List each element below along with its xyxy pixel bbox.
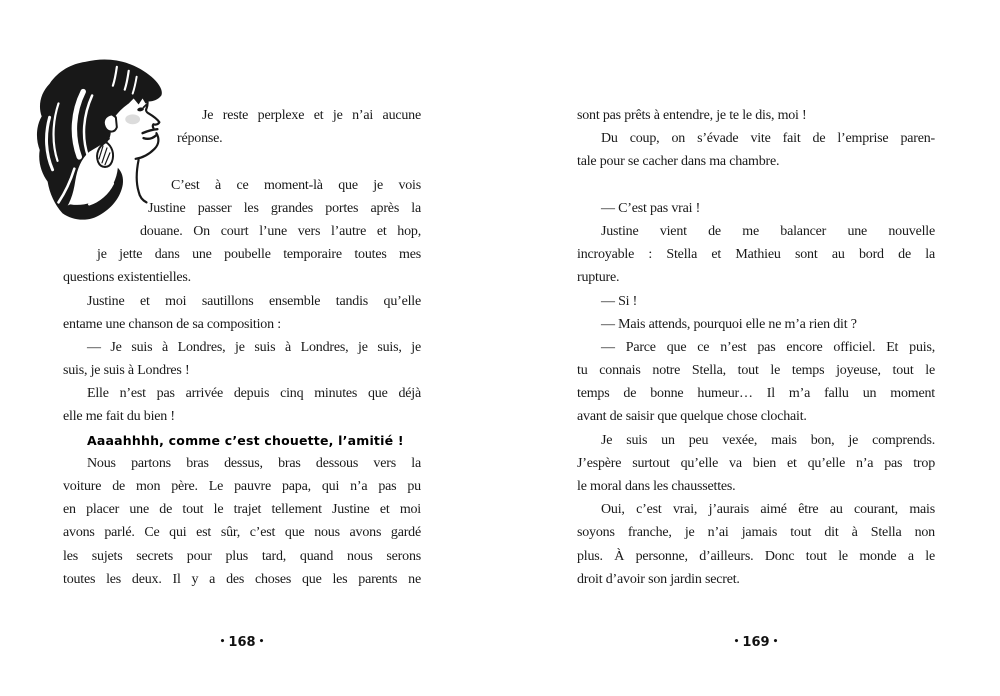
text-line: les sujets secrets pour plus tard, quand nous serons — [63, 548, 421, 564]
text-line: Je reste perplexe et je n’ai aucune — [202, 108, 421, 123]
text-line: — Mais attends, pourquoi elle ne m’a rien dit ? — [601, 316, 857, 332]
text-line: — Parce que ce n’est pas encore officiel. Et puis, — [601, 339, 935, 355]
text-line: avant de saisir que quelque chose clochait. — [577, 409, 807, 425]
text-line: rupture. — [577, 270, 620, 286]
text-line: le moral dans les chaussettes. — [577, 479, 736, 494]
pagenum-dot: • — [219, 637, 226, 647]
text-line: Du coup, on s’évade vite fait de l’emprise paren- — [601, 131, 935, 147]
text-line: incroyable : Stella et Mathieu sont au bord de la — [577, 247, 935, 263]
text-line: Je suis un peu vexée, mais bon, je comprends. — [601, 432, 935, 448]
text-line: tu connais notre Stella, tout le temps joyeuse, tout le — [577, 363, 935, 379]
text-line: sont pas prêts à entendre, je te le dis, moi ! — [577, 108, 807, 123]
text-line: voiture de mon père. Le pauvre papa, qui n’a pas pu — [63, 479, 421, 494]
text-line: soyons franche, je n’ai jamais tout dit à Stella non — [577, 525, 935, 541]
text-line: réponse. — [177, 131, 223, 147]
pagenum-value: 169 — [742, 635, 770, 650]
text-line: Justine vient de me balancer une nouvelle — [601, 223, 935, 239]
text-line: questions existentielles. — [63, 270, 191, 286]
text-line: Nous partons bras dessus, bras dessous vers la — [87, 455, 421, 471]
text-line: entame une chanson de sa composition : — [63, 316, 281, 332]
text-line: en placer une de tout le trajet tellement Justine et moi — [63, 502, 421, 518]
text-line: je jette dans une poubelle temporaire toutes mes — [97, 247, 421, 263]
text-line: C’est à ce moment-là que je vois — [171, 177, 421, 193]
text-line: elle me fait du bien ! — [63, 409, 175, 425]
pagenum-dot: • — [772, 637, 779, 647]
text-line: Justine et moi sautillons ensemble tandis qu’elle — [87, 293, 421, 309]
text-line: J’espère surtout qu’elle va bien et qu’elle n’a pas trop — [577, 455, 935, 471]
page-right-text — [577, 104, 935, 591]
text-line: — C’est pas vrai ! — [601, 200, 701, 216]
text-line: tale pour se cacher dans ma chambre. — [577, 154, 780, 170]
text-line: Oui, c’est vrai, j’aurais aimé être au courant, mais — [601, 502, 935, 518]
text-line: toutes les deux. Il y a des choses que les parents ne — [63, 571, 421, 587]
text-line: — Si ! — [601, 293, 638, 309]
pagenum-dot: • — [733, 637, 740, 647]
text-line: — Je suis à Londres, je suis à Londres, je suis, je — [87, 339, 421, 355]
pagenum-value: 168 — [228, 635, 256, 650]
text-line: droit d’avoir son jardin secret. — [577, 571, 740, 587]
text-line: avons parlé. Ce qui est sûr, c’est que nous avons gardé — [63, 525, 421, 541]
text-line: Elle n’est pas arrivée depuis cinq minutes que déjà — [87, 386, 421, 402]
text-line: Justine passer les grandes portes après la — [148, 200, 421, 216]
page-number-right — [577, 635, 935, 650]
text-line: douane. On court l’une vers l’autre et hop, — [140, 223, 421, 239]
text-line — [577, 174, 935, 197]
text-line: temps de bonne humeur… Il m’a fallu un moment — [577, 386, 935, 402]
text-line: suis, je suis à Londres ! — [63, 363, 190, 379]
text-line: Aaaahhhh, comme c’est chouette, l’amitié ! — [87, 432, 404, 448]
text-line: plus. À personne, d’ailleurs. Donc tout le monde a le — [577, 548, 935, 564]
pagenum-dot: • — [258, 637, 265, 647]
